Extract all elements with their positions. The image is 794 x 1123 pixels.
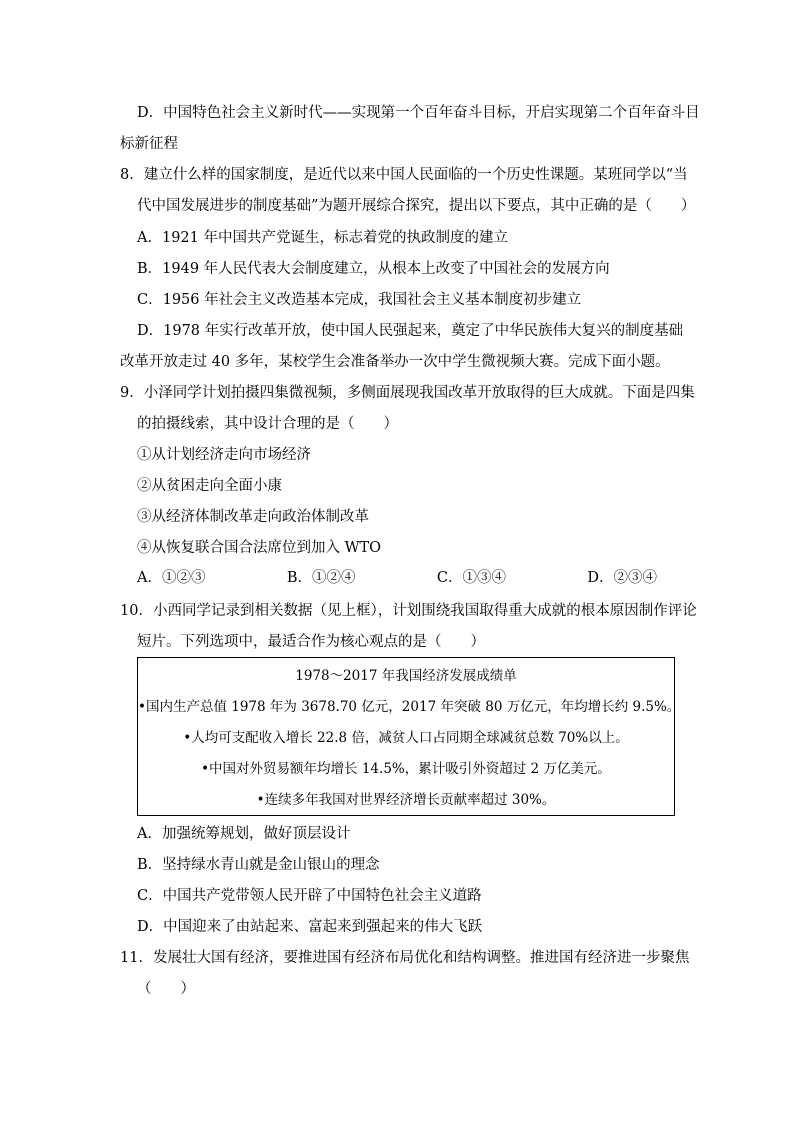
q7-option-d-line1: D．中国特色社会主义新时代——实现第一个百年奋斗目标，开启实现第二个百年奋斗目: [137, 105, 700, 121]
q10-stem-line2: 短片。下列选项中，最适合作为核心观点的是（ ）: [137, 634, 485, 650]
q7-option-d-line2: 标新征程: [120, 136, 178, 152]
q9-item-1: ①从计划经济走向市场经济: [137, 447, 311, 463]
data-box-line-2: •人均可支配收入增长 22.8 倍，减贫人口占同期全球减贫总数 70%以上。: [183, 730, 629, 746]
data-box-line-1: •国内生产总值 1978 年为 3678.70 亿元，2017 年突破 80 万亿元，年均增长约 9.5%。: [138, 699, 681, 715]
q11-stem-line1: 11．发展壮大国有经济，要推进国有经济布局优化和结构调整。推进国有经济进一步聚焦: [120, 950, 690, 966]
q9-option-d: D．②③④: [587, 570, 657, 586]
q9-option-b: B．①②④: [286, 570, 356, 586]
data-box: [137, 657, 681, 816]
q8-option-d: D．1978 年实行改革开放，使中国人民强起来，奠定了中华民族伟大复兴的制度基础: [137, 323, 684, 339]
q9-stem-line2: 的拍摄线索，其中设计合理的是（ ）: [137, 416, 398, 432]
q9-option-a: A．①②③: [137, 570, 206, 586]
q9-item-2: ②从贫困走向全面小康: [137, 478, 282, 494]
q9-options: [137, 568, 657, 588]
data-box-title: 1978～2017 年我国经济发展成绩单: [295, 668, 517, 684]
q10-stem-line1: 10．小西同学记录到相关数据（见上框），计划围绕我国取得重大成就的根本原因制作评论: [120, 603, 697, 619]
q8-stem-line2: 代中国发展进步的制度基础”为题开展综合探究，提出以下要点，其中正确的是（ ）: [137, 198, 696, 214]
q9-option-c: C．①③④: [436, 570, 506, 586]
q8-option-c: C．1956 年社会主义改造基本完成，我国社会主义基本制度初步建立: [137, 292, 582, 308]
data-box-line-4: •连续多年我国对世界经济增长贡献率超过 30%。: [256, 792, 556, 808]
section-intro: 改革开放走过 40 多年，某校学生会准备举办一次中学生微视频大赛。完成下面小题。: [120, 354, 670, 370]
q11-stem-line2: （ ）: [137, 981, 195, 997]
q9-stem-line1: 9．小泽同学计划拍摄四集微视频，多侧面展现我国改革开放取得的巨大成就。下面是四集: [120, 385, 695, 401]
q10-option-a: A．加强统筹规划，做好顶层设计: [137, 826, 351, 842]
q10-option-c: C．中国共产党带领人民开辟了中国特色社会主义道路: [137, 888, 482, 904]
q10-option-d: D．中国迎来了由站起来、富起来到强起来的伟大飞跃: [137, 919, 483, 935]
q9-item-3: ③从经济体制改革走向政治体制改革: [137, 509, 369, 525]
q8-option-b: B．1949 年人民代表大会制度建立，从根本上改变了中国社会的发展方向: [137, 261, 610, 277]
q9-item-4: ④从恢复联合国合法席位到加入 WTO: [137, 540, 382, 556]
q8-option-a: A．1921 年中国共产党诞生，标志着党的执政制度的建立: [137, 230, 508, 246]
q8-stem-line1: 8．建立什么样的国家制度，是近代以来中国人民面临的一个历史性课题。某班同学以“当: [120, 167, 688, 183]
data-box-line-3: •中国对外贸易额年均增长 14.5%，累计吸引外资超过 2 万亿美元。: [201, 761, 611, 777]
q10-option-b: B．坚持绿水青山就是金山银山的理念: [137, 857, 380, 873]
